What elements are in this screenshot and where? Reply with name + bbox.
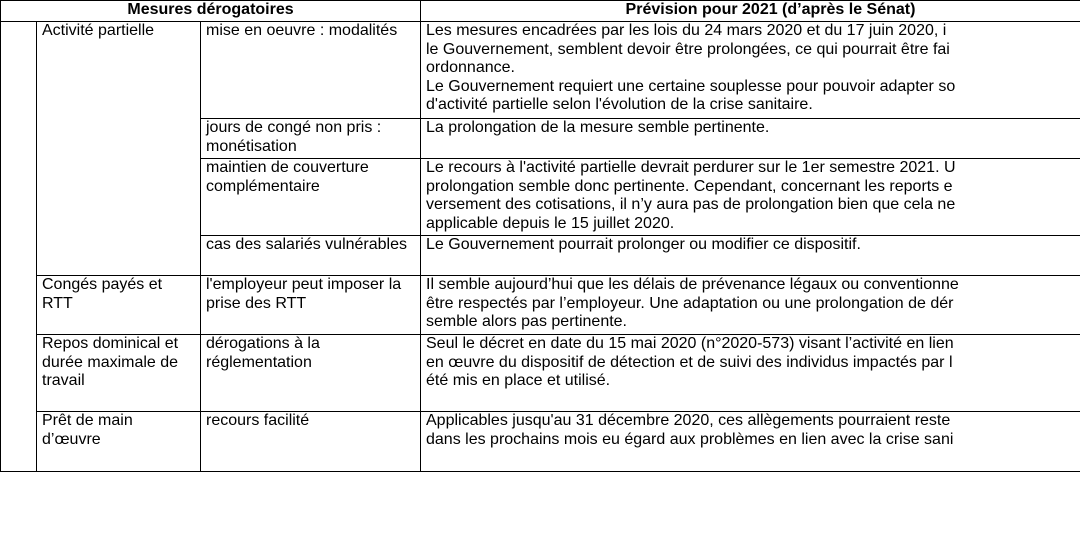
forecast-line: applicable depuis le 15 juillet 2020. xyxy=(426,214,675,232)
measure-cell: l'employeur peut imposer la prise des RTT xyxy=(201,276,421,335)
measure-cell: cas des salariés vulnérables xyxy=(201,236,421,276)
forecast-line: La prolongation de la mesure semble pertinente. xyxy=(426,119,770,136)
table-row xyxy=(1,276,1080,335)
measure-cell: mise en oeuvre : modalités xyxy=(201,22,421,119)
forecast-cell xyxy=(421,412,1080,472)
forecast-line: le Gouvernement, semblent devoir être prolongées, ce qui pourrait être fai xyxy=(426,40,950,58)
forecast-line: d'activité partielle selon l'évolution de la crise sanitaire. xyxy=(426,96,813,113)
forecast-line: été mis en place et utilisé. xyxy=(426,372,611,389)
table-row xyxy=(1,412,1080,472)
forecast-line: Le recours à l'activité partielle devrait perdurer sur le 1er semestre 2021. U xyxy=(426,159,956,176)
forecast-line: Applicables jusqu'au 31 décembre 2020, ces allègements pourraient reste xyxy=(426,412,951,429)
group-label-repos-dominical: Repos dominical et durée maximale de travail xyxy=(37,335,201,412)
measure-cell: jours de congé non pris : monétisation xyxy=(201,119,421,159)
forecast-cell xyxy=(421,335,1080,412)
left-margin-cell xyxy=(1,22,37,472)
forecast-line: en œuvre du dispositif de détection et de suivi des individus impactés par l xyxy=(426,353,953,371)
group-label-activite-partielle: Activité partielle xyxy=(37,22,201,276)
forecast-line: être respectés par l’employeur. Une adaptation ou une prolongation de dér xyxy=(426,294,954,312)
forecast-line: Les mesures encadrées par les lois du 24 mars 2020 et du 17 juin 2020, i xyxy=(426,22,947,39)
header-measures: Mesures dérogatoires xyxy=(1,1,421,22)
forecast-line: dans les prochains mois eu égard aux problèmes en lien avec la crise sani xyxy=(426,430,954,448)
forecast-cell xyxy=(421,236,1080,276)
forecast-cell xyxy=(421,22,1080,119)
forecast-cell xyxy=(421,159,1080,236)
group-label-pret-main-oeuvre: Prêt de main d’œuvre xyxy=(37,412,201,472)
table-row xyxy=(1,22,1080,119)
group-label-conges-payes: Congés payés et RTT xyxy=(37,276,201,335)
measure-cell: dérogations à la réglementation xyxy=(201,335,421,412)
forecast-cell xyxy=(421,119,1080,159)
forecast-line: Le Gouvernement pourrait prolonger ou modifier ce dispositif. xyxy=(426,236,861,253)
forecast-line: semble alors pas pertinente. xyxy=(426,313,627,330)
header-forecast-2021: Prévision pour 2021 (d’après le Sénat) xyxy=(421,1,1080,22)
forecast-line: ordonnance. xyxy=(426,59,515,76)
forecast-line: prolongation semble donc pertinente. Cependant, concernant les reports e xyxy=(426,177,953,195)
measure-cell: maintien de couverture complémentaire xyxy=(201,159,421,236)
forecast-line: versement des cotisations, il n’y aura pas de prolongation bien que cela ne xyxy=(426,196,956,213)
forecast-line: Le Gouvernement requiert une certaine souplesse pour pouvoir adapter so xyxy=(426,77,956,95)
table-row xyxy=(1,335,1080,412)
forecast-cell xyxy=(421,276,1080,335)
table-header-row xyxy=(1,1,1080,22)
measure-cell: recours facilité xyxy=(201,412,421,472)
forecast-line: Il semble aujourd’hui que les délais de prévenance légaux ou conventionne xyxy=(426,276,959,293)
forecast-line: Seul le décret en date du 15 mai 2020 (n°2020-573) visant l’activité en lien xyxy=(426,335,954,352)
